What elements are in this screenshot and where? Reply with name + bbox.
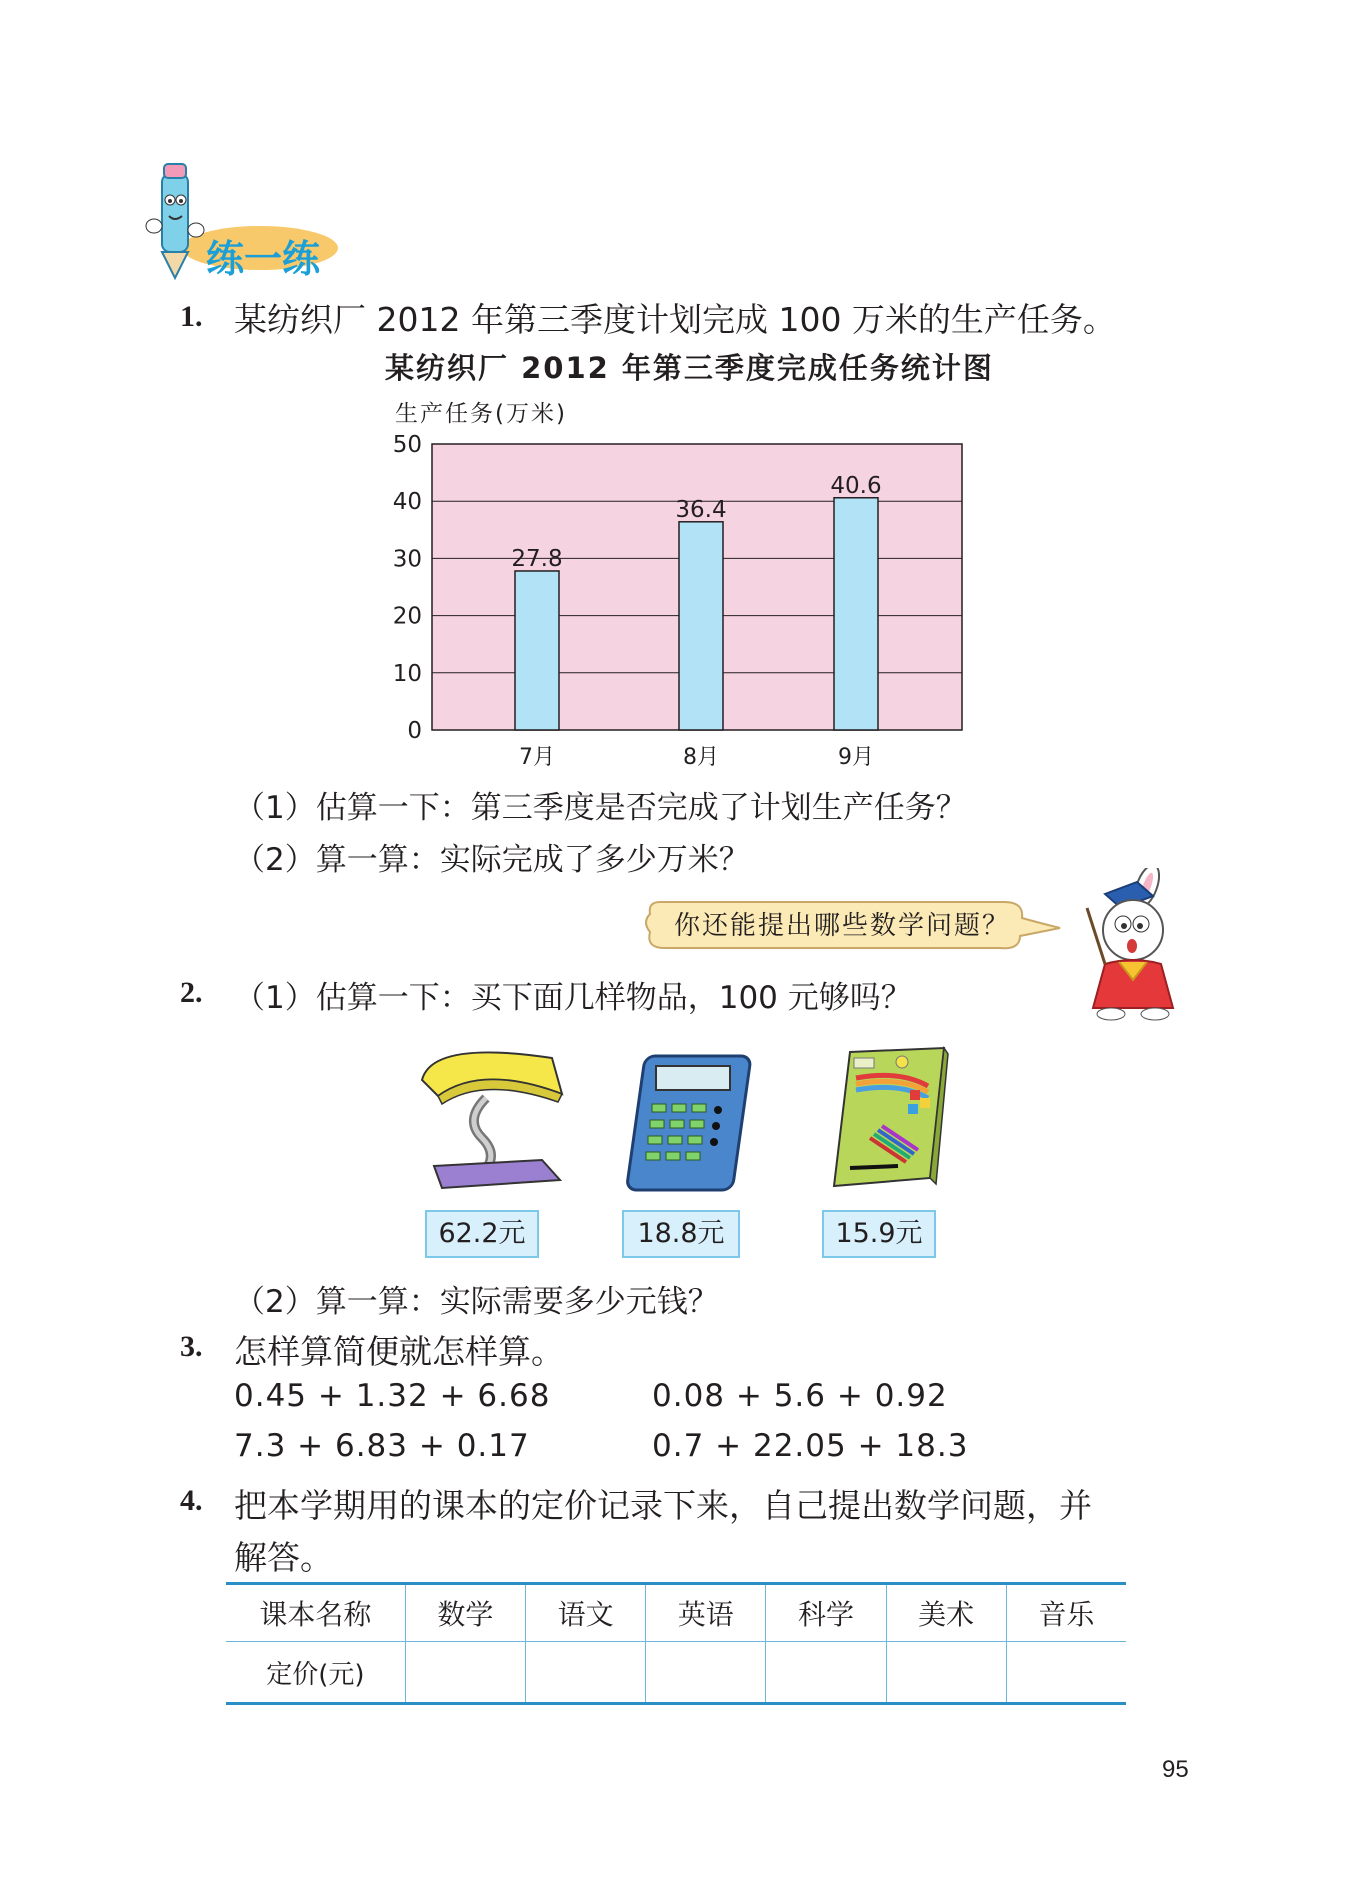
table-cell-empty <box>646 1642 766 1704</box>
page-number: 95 <box>1162 1756 1189 1783</box>
bar <box>834 498 878 730</box>
table-row <box>226 1642 1126 1704</box>
y-tick-label: 40 <box>392 489 422 516</box>
y-tick-label: 30 <box>392 546 422 573</box>
price-lamp: 62.2元 <box>425 1210 539 1258</box>
y-tick-label: 20 <box>392 603 422 630</box>
table-header-cell: 美术 <box>886 1584 1006 1642</box>
x-tick-label: 8月 <box>683 745 719 770</box>
bar-value-label: 40.6 <box>830 472 882 499</box>
section-badge-label: 练一练 <box>206 237 321 281</box>
y-tick-label: 50 <box>392 432 422 458</box>
q3-expr-1: 0.45 + 1.32 + 6.68 <box>234 1378 551 1414</box>
table-row-label: 定价(元) <box>226 1642 405 1704</box>
q3-text: 怎样算简便就怎样算。 <box>234 1332 564 1371</box>
table-header-cell: 音乐 <box>1006 1584 1126 1642</box>
q3-expr-4: 0.7 + 22.05 + 18.3 <box>652 1428 969 1464</box>
price-pencils: 15.9元 <box>822 1210 936 1258</box>
table-header-row <box>226 1584 1126 1642</box>
q3-number: 3. <box>180 1330 203 1363</box>
q2-sub2: （2）算一算：实际需要多少元钱？ <box>234 1284 719 1320</box>
q4-number: 4. <box>180 1484 203 1517</box>
table-cell-empty <box>886 1642 1006 1704</box>
q1-sub1: （1）估算一下：第三季度是否完成了计划生产任务？ <box>234 790 967 826</box>
price-calculator: 18.8元 <box>622 1210 740 1258</box>
x-tick-label: 7月 <box>519 745 555 770</box>
x-tick-label: 9月 <box>838 745 874 770</box>
y-tick-label: 0 <box>407 718 422 744</box>
q2-sub1: （1）估算一下：买下面几样物品，100 元够吗？ <box>234 980 912 1016</box>
desk-lamp-icon <box>412 1040 572 1190</box>
calculator-icon <box>622 1050 752 1200</box>
table-header-cell: 科学 <box>766 1584 886 1642</box>
bar-chart <box>380 420 980 780</box>
chart-title: 某纺织厂 2012 年第三季度完成任务统计图 <box>385 351 994 385</box>
q4-text-line2: 解答。 <box>234 1538 333 1577</box>
table-cell-empty <box>766 1642 886 1704</box>
q1-number: 1. <box>180 300 203 333</box>
section-badge <box>140 160 340 280</box>
q1-text: 某纺织厂 2012 年第三季度计划完成 100 万米的生产任务。 <box>234 300 1116 339</box>
bar <box>679 522 723 730</box>
table-cell-empty <box>526 1642 646 1704</box>
table-header-cell: 英语 <box>646 1584 766 1642</box>
q3-expr-3: 7.3 + 6.83 + 0.17 <box>234 1428 530 1464</box>
textbook-price-table <box>226 1582 1126 1705</box>
chart-ylabel: 生产任务(万米) <box>395 401 567 427</box>
q3-expr-2: 0.08 + 5.6 + 0.92 <box>652 1378 948 1414</box>
q2-number: 2. <box>180 976 203 1009</box>
bubble-text: 你还能提出哪些数学问题？ <box>674 911 1011 941</box>
table-header-cell: 数学 <box>405 1584 525 1642</box>
table-header-cell: 课本名称 <box>226 1584 405 1642</box>
rabbit-teacher-icon <box>1075 868 1195 1028</box>
colored-pencils-box-icon <box>820 1046 950 1196</box>
bar <box>515 571 559 730</box>
bar-value-label: 36.4 <box>675 496 727 523</box>
y-tick-label: 10 <box>392 660 422 687</box>
q1-sub2: （2）算一算：实际完成了多少万米？ <box>234 842 750 878</box>
bar-value-label: 27.8 <box>511 545 563 572</box>
table-cell-empty <box>1006 1642 1126 1704</box>
table-header-cell: 语文 <box>526 1584 646 1642</box>
table-cell-empty <box>405 1642 525 1704</box>
q4-text-line1: 把本学期用的课本的定价记录下来，自己提出数学问题，并 <box>234 1486 1092 1525</box>
